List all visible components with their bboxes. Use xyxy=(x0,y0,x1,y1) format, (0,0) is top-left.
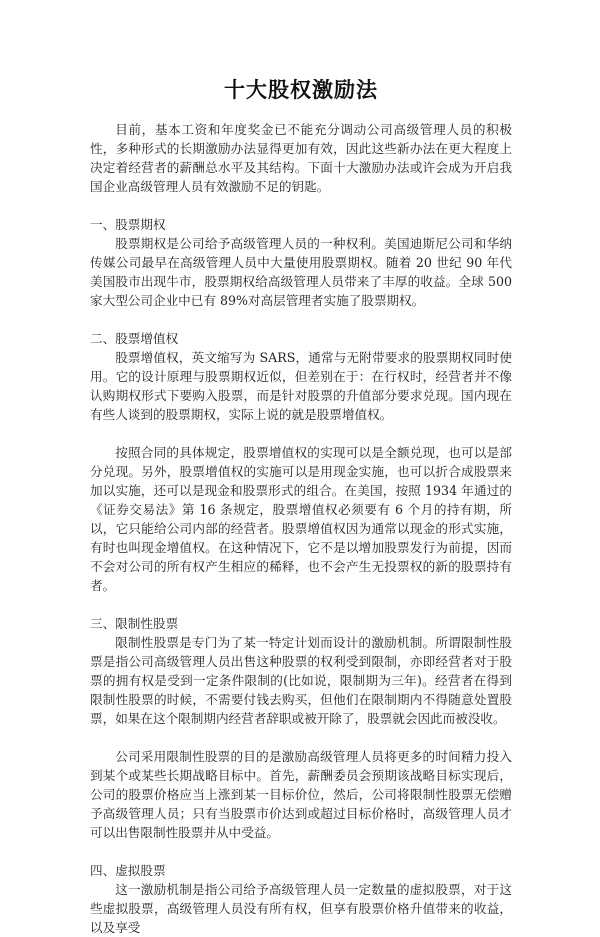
page-title: 十大股权激励法 xyxy=(224,78,378,102)
section-heading-stock-appreciation-rights: 二、股票增值权 xyxy=(90,331,179,346)
section-paragraph: 按照合同的具体规定，股票增值权的实现可以是全额兑现，也可以是部分兑现。另外，股票增值权的实施可以是用现金实施，也可以折合成股票来加以实施，还可以是现金和股票形式的组合。在美国，按照 1934 年通过的《证券交易法》第 16 条规定，股票增值权必须要有 6 个月的持有期，所以，它只能给公司内部的经营者。股票增值权因为通常以现金的形式实施，有时也叫现金增值权。在这种情况下，它不是以增加股票发行为前提，因而不会对公司的所有权产生相应的稀释，也不会产生无投票权的新的股票持有者。 xyxy=(90,445,512,593)
section-heading-restricted-stock: 三、限制性股票 xyxy=(90,616,179,631)
section-paragraph: 股票增值权，英文缩写为 SARS，通常与无附带要求的股票期权同时使用。它的设计原理与股票期权近似，但差别在于：在行权时，经营者并不像认购期权形式下要购入股票，而是针对股票的升值部分要求兑现。国内现在有些人谈到的股票期权，实际上说的就是股票增值权。 xyxy=(90,350,512,422)
section-heading-virtual-stock: 四、虚拟股票 xyxy=(90,863,166,878)
section-heading-stock-options: 一、股票期权 xyxy=(90,217,166,232)
section-paragraph: 限制性股票是专门为了某一特定计划而设计的激励机制。所谓限制性股票是指公司高级管理人员出售这种股票的权利受到限制，亦即经营者对于股票的拥有权是受到一定条件限制的(比如说，限制期为三年)。经营者在得到限制性股票的时候，不需要付钱去购买，但他们在限制期内不得随意处置股票，如果在这个限制期内经营者辞职或被开除了，股票就会因此而被没收。 xyxy=(90,635,512,726)
section-paragraph: 公司采用限制性股票的目的是激励高级管理人员将更多的时间精力投入到某个或某些长期战略目标中。首先，薪酬委员会预期该战略目标实现后，公司的股票价格应当上涨到某一目标价位，然后，公司将限制性股票无偿赠予高级管理人员；只有当股票市价达到或超过目标价格时，高级管理人员才可以出售限制性股票并从中受益。 xyxy=(90,749,512,840)
intro-paragraph: 目前，基本工资和年度奖金已不能充分调动公司高级管理人员的积极性，多种形式的长期激励办法显得更加有效，因此这些新办法在更大程度上决定着经营者的薪酬总水平及其结构。下面十大激励办法或许会成为开启我国企业高级管理人员有效激励不足的钥匙。 xyxy=(90,122,512,194)
section-paragraph: 股票期权是公司给予高级管理人员的一种权利。美国迪斯尼公司和华纳传媒公司最早在高级管理人员中大量使用股票期权。随着 20 世纪 90 年代美国股市出现牛市，股票期权给高级管理人员带来了丰厚的收益。全球 500 家大型公司企业中已有 89%对高层管理者实施了股票期权。 xyxy=(90,236,512,308)
section-paragraph: 这一激励机制是指公司给予高级管理人员一定数量的虚拟股票，对于这些虚拟股票，高级管理人员没有所有权，但享有股票价格升值带来的收益，以及享受 xyxy=(90,882,512,935)
